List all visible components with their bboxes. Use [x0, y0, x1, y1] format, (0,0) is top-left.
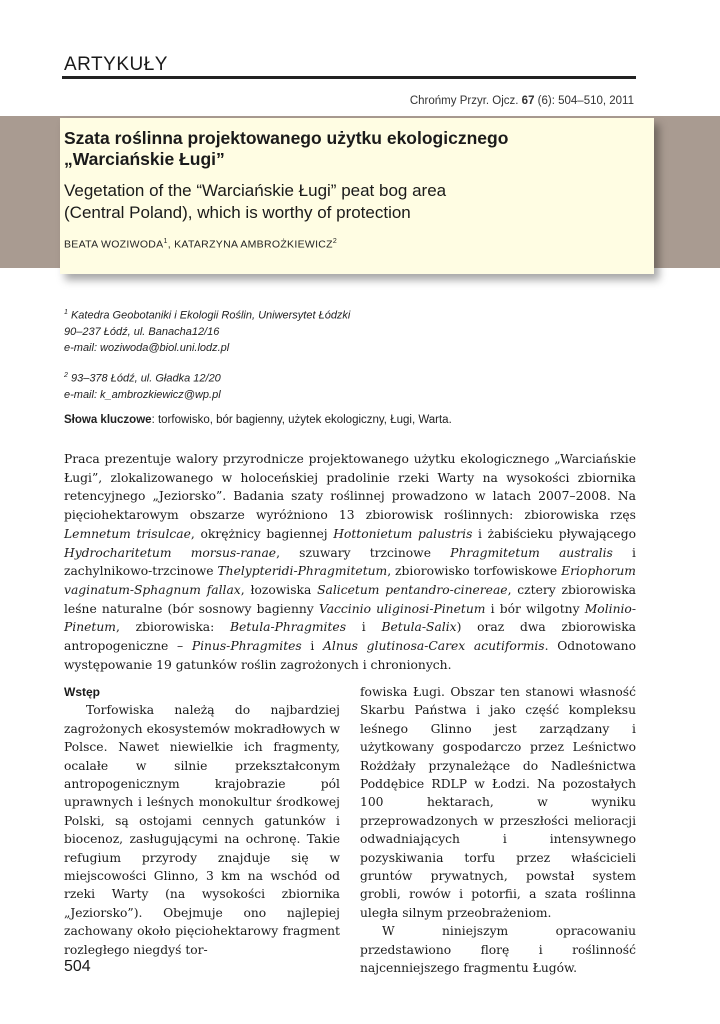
paragraph-right-2: W niniejszym opracowaniu przedstawiono florę i roślinność najcenniejszego fragmentu Ługów. [360, 924, 636, 976]
affiliation-2-line1: $^2$ 93–378 Łódź, ul. Gładka 12/20 [64, 372, 221, 385]
author-1-sup: 1 [163, 238, 168, 245]
affiliation-1-sup: 1 [64, 309, 68, 316]
affiliation-2-email: e-mail: k_ambrozkiewicz@wp.pl [64, 388, 221, 401]
title-polish [64, 128, 654, 170]
affiliation-1-email: e-mail: woziwoda@biol.uni.lodz.pl [64, 341, 230, 354]
affiliation-2 [64, 368, 221, 403]
affiliation-1-line2: 90–237 Łódź, ul. Banacha12/16 [64, 325, 220, 338]
abstract: Praca prezentuje walory przyrodnicze projektowanego użytku ekologicznego „Warciańskie Ługi”, zlokalizowanego w holoceńskiej pradolinie rzeki Warty na wysokości zbiornika retencyjnego „Jeziorsko”. Badania szaty roślinnej prowadzono w latach 2007–2008. Na pięciohektarowym obszarze wyróżniono 13 zbiorowisk roślinnych: zbiorowiska rzęs Lemnetum trisulcae, okrężnicy bagiennej Hottonietum palustris i żabiścieku pływającego Hydrocharitetum morsus-ranae, szuwary trzcinowe Phragmitetum australis i zachylnikowo-trzcinowe Thelypteridi-Phragmitetum, zbiorowisko torfowiskowe Eriophorum vaginatum-Sphagnum fallax, łozowiska Salicetum pentandro-cinereae, cztery zbiorowiska leśne naturalne (bór sosnowy bagienny Vaccinio uliginosi-Pinetum i bór wilgotny Molinio-Pinetum, zbiorowiska: Betula-Phragmites i Betula-Salix) oraz dwa zbiorowiska antropogeniczne – Pinus-Phragmites i Alnus glutinosa-Carex acutiformis. Odnotowano występowanie 19 gatunków roślin zagrożonych i chronionych. [64, 452, 637, 672]
affiliation-1-line1: $^1$ Katedra Geobotaniki i Ekologii Roślin, Uniwersytet Łódzki [64, 309, 351, 322]
title-box [60, 118, 654, 274]
citation-volume: 67 [521, 95, 535, 107]
affiliation-2-sup: 2 [64, 372, 68, 379]
author-2: , KATARZYNA AMBROŻKIEWICZ [167, 238, 333, 251]
page-number: 504 [64, 958, 91, 975]
title-english-line1: Vegetation of the “Warciańskie Ługi” peat bog area [64, 181, 447, 200]
author-2-sup: 2 [332, 238, 338, 245]
keywords [64, 414, 452, 426]
author-1: BEATA WOZIWODA [64, 238, 164, 251]
keywords-text: : torfowisko, bór bagienny, użytek ekologiczny, Ługi, Warta. [151, 414, 452, 426]
citation-rest: (6): 504–510, 2011 [534, 95, 634, 107]
body-column-left [64, 683, 340, 959]
title-english [64, 180, 654, 224]
title-polish-line2: „Warciańskie Ługi” [64, 149, 225, 169]
authors [64, 238, 654, 251]
section-heading: Wstęp [64, 685, 100, 699]
title-polish-line1: Szata roślinna projektowanego użytku ekologicznego [64, 128, 509, 148]
paragraph-left-1: Torfowiska należą do najbardziej zagrożonych ekosystemów mokradłowych w Polsce. Nawet niewielkie ich fragmenty, ocalałe w silnie przekształconym antropogenicznym krajobrazie pól uprawnych i leśnych monokultur środkowej Polski, są ostojami cennych gatunków i biocenoz, zasługującymi na ochronę. Takie refugium przyrody znajduje się w miejscowości Glinno, 3 km na wschód od rzeki Warty (na wysokości zbiornika „Jeziorsko”). Obejmuje ono najlepiej zachowany około pięciohektarowy fragment rozległego niegdyś tor- [64, 703, 340, 957]
journal-citation [410, 95, 634, 107]
section-label: ARTYKUŁY [64, 54, 168, 75]
header-rule [62, 76, 636, 79]
title-english-line2: (Central Poland), which is worthy of protection [64, 203, 411, 222]
affiliation-1 [64, 305, 350, 356]
body-column-right [360, 683, 636, 978]
paragraph-right-1: fowiska Ługi. Obszar ten stanowi własność Skarbu Państwa i jako część kompleksu leśnego Glinno jest zarządzany i użytkowany gospodarczo przez Leśnictwo Rożdżały przynależące do Nadleśnictwa Poddębice RDLP w Łodzi. Na pozostałych 100 hektarach, w wyniku przeprowadzonych w przeszłości melioracji odwadniających i intensywnego pozyskiwania torfu przez właścicieli gruntów prywatnych, powstał system grobli, rowów i potorfii, a szata roślinna uległa silnym przeobrażeniom. [360, 685, 636, 920]
keywords-label: Słowa kluczowe [64, 414, 152, 426]
citation-journal: Chrońmy Przyr. Ojcz. [409, 95, 522, 107]
